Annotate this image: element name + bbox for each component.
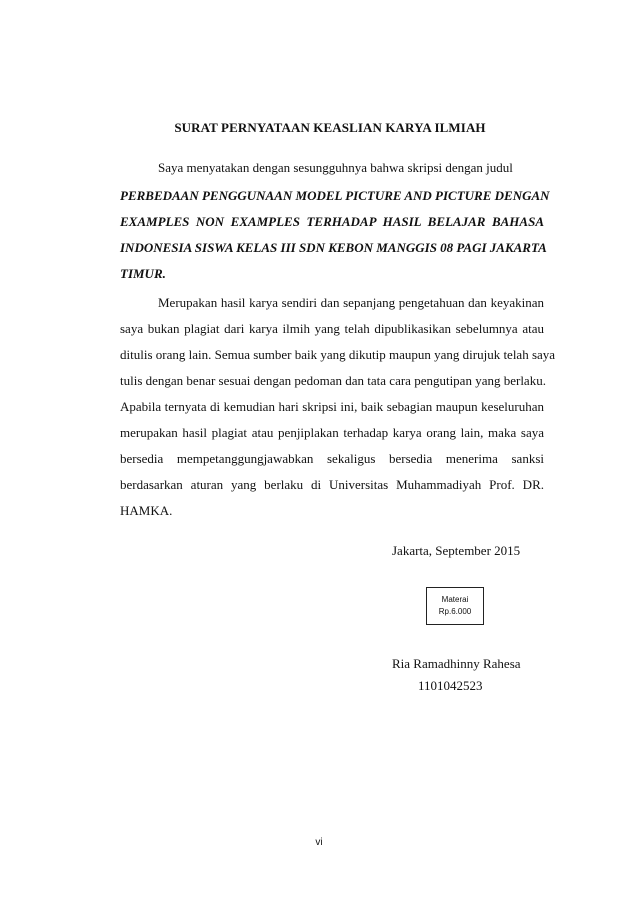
statement-line: bersedia mempetanggungjawabkan sekaligus bersedia menerima sanksi (120, 451, 544, 466)
intro-sentence: Saya menyatakan dengan sesungguhnya bahwa skripsi dengan judul (158, 160, 513, 175)
document-title: SURAT PERNYATAAN KEASLIAN KARYA ILMIAH (174, 120, 486, 135)
thesis-title-line: PERBEDAAN PENGGUNAAN MODEL PICTURE AND PICTURE DENGAN (120, 188, 550, 203)
statement-line: merupakan hasil plagiat atau penjiplakan terhadap karya orang lain, maka saya (120, 425, 544, 440)
statement-line: HAMKA. (120, 503, 173, 518)
stamp-value: Rp.6.000 (438, 607, 472, 616)
place-date: Jakarta, September 2015 (392, 543, 521, 558)
statement-line: saya bukan plagiat dari karya ilmih yang telah dipublikasikan sebelumnya atau (120, 321, 544, 336)
signer-student-id: 1101042523 (418, 678, 483, 693)
thesis-title-line: INDONESIA SISWA KELAS III SDN KEBON MANGGIS 08 PAGI JAKARTA (120, 240, 547, 255)
thesis-title-line: EXAMPLES NON EXAMPLES TERHADAP HASIL BELAJAR BAHASA (120, 214, 544, 229)
statement-line: ditulis orang lain. Semua sumber baik yang dikutip maupun yang dirujuk telah saya (120, 347, 556, 362)
statement-line: tulis dengan benar sesuai dengan pedoman dan tata cara pengutipan yang berlaku. (120, 373, 546, 388)
statement-line: Merupakan hasil karya sendiri dan sepanjang pengetahuan dan keyakinan (158, 295, 544, 310)
statement-line: berdasarkan aturan yang berlaku di Universitas Muhammadiyah Prof. DR. (120, 477, 544, 492)
statement-paragraph (120, 290, 556, 524)
statement-line: Apabila ternyata di kemudian hari skripsi ini, baik sebagian maupun keseluruhan (120, 399, 544, 414)
thesis-title-line: TIMUR. (120, 266, 166, 281)
materai-stamp-box (426, 587, 484, 625)
stamp-label: Materai (441, 595, 469, 604)
signer-name: Ria Ramadhinny Rahesa (392, 656, 521, 671)
page-number: vi (315, 837, 323, 848)
thesis-title (120, 183, 550, 287)
